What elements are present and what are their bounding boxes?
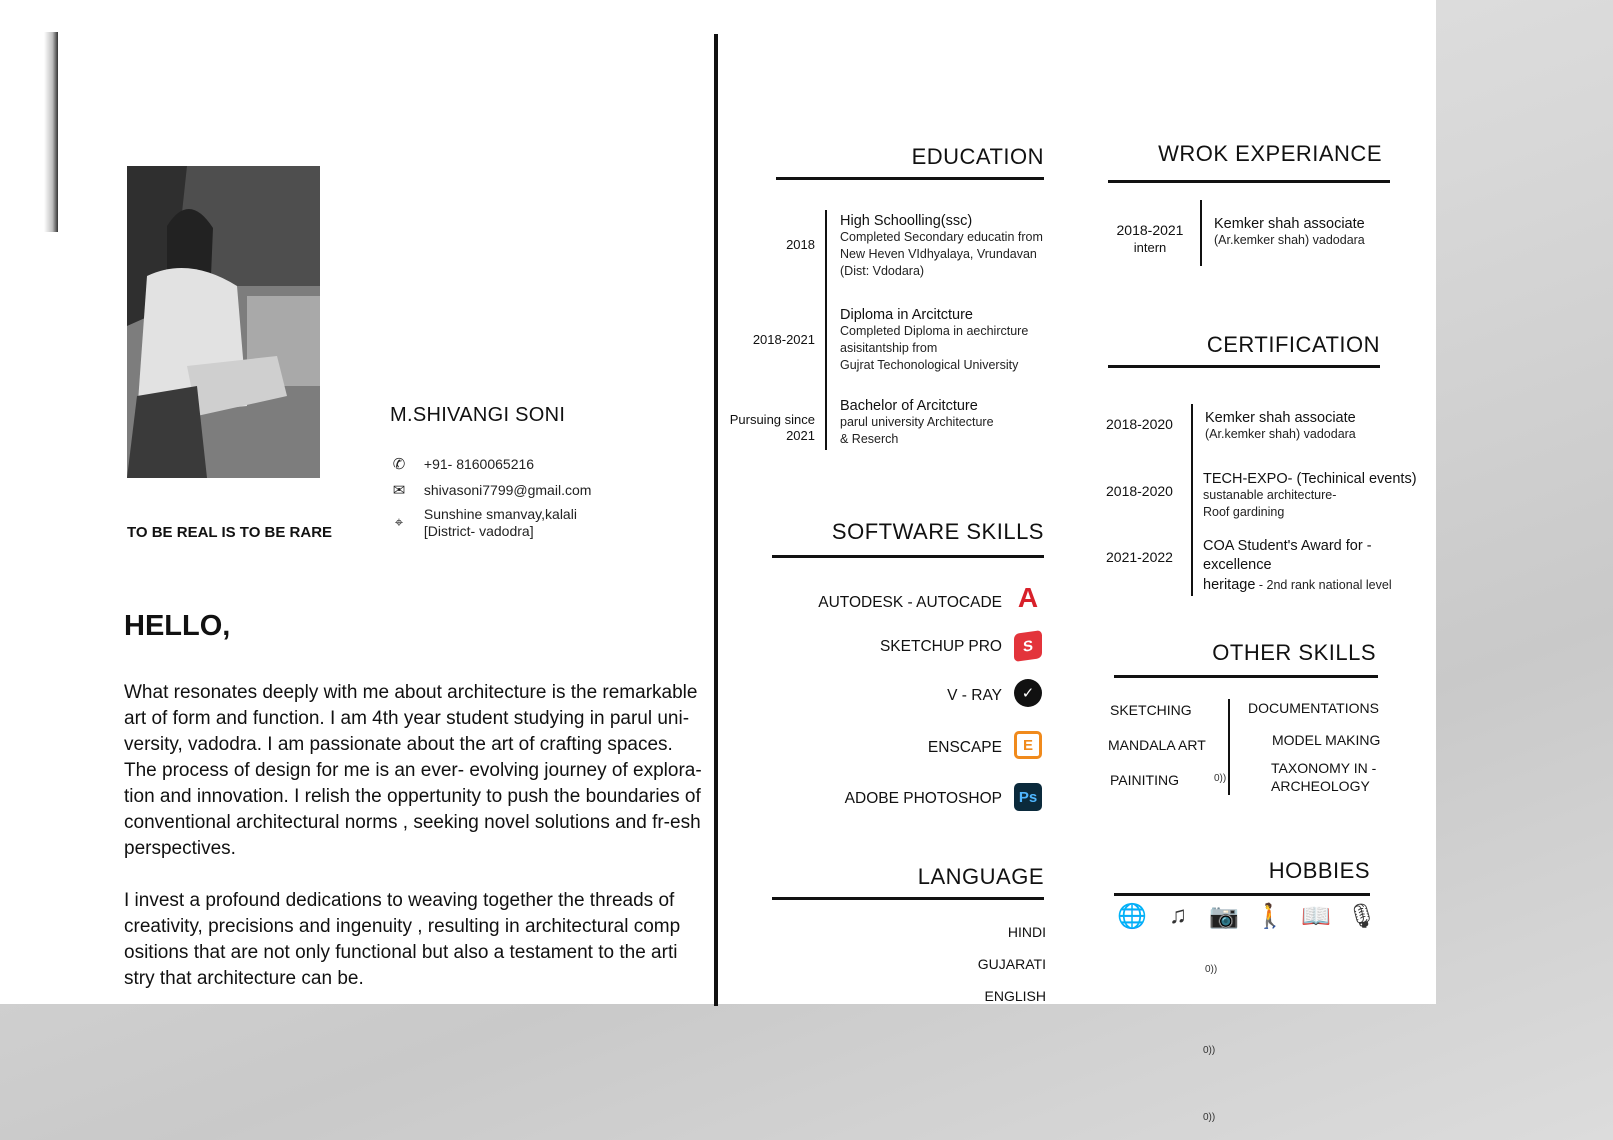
education-line: (Dist: Vdodara) bbox=[840, 264, 925, 278]
software-vray: V - RAY bbox=[947, 687, 1002, 704]
work-year-block bbox=[1108, 221, 1192, 257]
marker-text: 0)) bbox=[1203, 1045, 1216, 1056]
education-title: EDUCATION bbox=[911, 144, 1044, 169]
language-item: GUJARATI bbox=[977, 956, 1046, 972]
globe-icon: 🌐 bbox=[1117, 903, 1147, 930]
hobbies-title: HOBBIES bbox=[1268, 858, 1370, 883]
certification-line: - 2nd rank national level bbox=[1255, 578, 1392, 592]
education-line: parul university Architecture bbox=[840, 415, 994, 429]
other-skills-rule bbox=[1114, 675, 1378, 678]
education-entry-3 bbox=[840, 398, 1070, 448]
work-company: Kemker shah associate bbox=[1214, 216, 1365, 232]
other-skill-item: MANDALA ART bbox=[1108, 737, 1206, 753]
marker-text: 0)) bbox=[1205, 964, 1218, 975]
intro-heading: HELLO, bbox=[124, 610, 231, 642]
certification-entry-1 bbox=[1205, 410, 1415, 443]
software-enscape: ENSCAPE bbox=[927, 739, 1002, 756]
certification-title-3b: excellence bbox=[1203, 557, 1272, 573]
software-rule bbox=[772, 555, 1044, 558]
education-line: Completed Diploma in aechircture bbox=[840, 324, 1029, 338]
education-year-3b: 2021 bbox=[786, 428, 815, 443]
email-row bbox=[390, 481, 591, 499]
intro-paragraph-1: What resonates deeply with me about architecture is the remarkable art of form and function. I am 4th year student studying in parul uni-versity, vadodra. I am passionate about the art of crafting spaces. The process of design for me is an ever- evolving journey of explora-tion and innovation. I relish the oppertunity to push the boundaries of conventional architectural norms , seeking novel solutions and fr-esh perspectives. bbox=[124, 682, 702, 859]
language-item: HINDI bbox=[1007, 924, 1046, 940]
other-skill-item: PAINITING bbox=[1110, 772, 1179, 788]
autocad-icon: A bbox=[1014, 584, 1042, 612]
education-line: Gujrat Techonological University bbox=[840, 358, 1019, 372]
location-pin-icon: ⌖ bbox=[394, 514, 404, 531]
camera-icon: 📷 bbox=[1209, 903, 1239, 930]
phone-row bbox=[390, 455, 534, 473]
phone-number: +91- 8160065216 bbox=[423, 456, 535, 472]
page-edge-shadow bbox=[44, 32, 58, 232]
work-rule bbox=[1108, 180, 1390, 183]
vray-icon: ✓ bbox=[1014, 679, 1042, 707]
enscape-icon: E bbox=[1014, 731, 1042, 759]
other-skill-item: SKETCHING bbox=[1110, 702, 1192, 718]
mail-icon: ✉ bbox=[392, 482, 406, 499]
motto: TO BE REAL IS TO BE RARE bbox=[127, 524, 333, 541]
education-line: New Heven VIdhyalaya, Vrundavan bbox=[840, 247, 1037, 261]
profile-photo bbox=[127, 166, 320, 478]
certification-title-3c: heritage bbox=[1203, 577, 1256, 593]
marker-text: 0)) bbox=[1203, 1112, 1216, 1123]
education-year-3a: Pursuing since bbox=[729, 412, 815, 427]
education-entry-2 bbox=[840, 307, 1070, 374]
language-title: LANGUAGE bbox=[917, 864, 1044, 889]
address-row bbox=[390, 506, 577, 540]
certification-year-3: 2021-2022 bbox=[1106, 549, 1173, 565]
certification-year-1: 2018-2020 bbox=[1106, 416, 1173, 432]
education-rule bbox=[776, 177, 1044, 180]
education-timeline bbox=[825, 210, 827, 450]
education-entry-1 bbox=[840, 213, 1070, 280]
certification-title: CERTIFICATION bbox=[1206, 332, 1380, 357]
sketchup-icon: S bbox=[1014, 630, 1042, 662]
photoshop-icon: Ps bbox=[1014, 783, 1042, 811]
work-year: 2018-2021 bbox=[1116, 222, 1184, 238]
phone-icon: ✆ bbox=[392, 456, 406, 473]
language-rule bbox=[772, 897, 1044, 900]
language-list bbox=[900, 916, 1046, 1012]
other-skill-item-taxonomy bbox=[1271, 759, 1376, 795]
certification-line: (Ar.kemker shah) vadodara bbox=[1205, 427, 1356, 441]
candidate-name: M.SHIVANGI SONI bbox=[390, 404, 566, 426]
software-photoshop: ADOBE PHOTOSHOP bbox=[844, 790, 1002, 807]
education-year-3 bbox=[720, 412, 815, 444]
certification-year-2: 2018-2020 bbox=[1106, 483, 1173, 499]
certification-line: sustanable architecture- bbox=[1203, 488, 1337, 502]
hobby-icons bbox=[1116, 902, 1378, 931]
certification-title-2: TECH-EXPO- (Techinical events) bbox=[1203, 471, 1417, 487]
work-title: WROK EXPERIANCE bbox=[1158, 141, 1382, 166]
education-year-1: 2018 bbox=[786, 237, 815, 252]
center-divider bbox=[714, 34, 718, 1006]
other-skill-item: TAXONOMY IN - bbox=[1271, 760, 1377, 776]
software-title: SOFTWARE SKILLS bbox=[831, 519, 1044, 544]
address-line-1: Sunshine smanvay,kalali bbox=[423, 506, 577, 522]
other-skills-divider bbox=[1228, 699, 1230, 795]
other-skills-title: OTHER SKILLS bbox=[1212, 640, 1376, 665]
work-detail: (Ar.kemker shah) vadodara bbox=[1214, 233, 1365, 247]
certification-title-3: COA Student's Award for - bbox=[1203, 538, 1372, 554]
education-line: Completed Secondary educatin from bbox=[840, 230, 1043, 244]
work-timeline bbox=[1200, 200, 1202, 266]
education-line: & Reserch bbox=[840, 432, 899, 446]
marker-text: 0)) bbox=[1214, 773, 1227, 784]
certification-entry-3 bbox=[1203, 537, 1423, 595]
education-title-1: High Schoolling(ssc) bbox=[840, 213, 973, 229]
certification-line: Roof gardining bbox=[1203, 505, 1285, 519]
certification-entry-2 bbox=[1203, 471, 1423, 521]
education-title-3: Bachelor of Arcitcture bbox=[840, 398, 978, 414]
software-sketchup: SKETCHUP PRO bbox=[879, 638, 1002, 655]
microphone-icon: 🎙 bbox=[1346, 903, 1378, 930]
intro-paragraph-2: I invest a profound dedications to weaving together the threads of creativity, precisions and ingenuity , resulting in architectural comp ositions that are not only functional but also a testament to the arti stry that architecture can be. bbox=[124, 890, 681, 989]
reading-icon: 📖 bbox=[1301, 903, 1331, 930]
address-line-2: [District- vadodra] bbox=[423, 523, 534, 539]
language-item: ENGLISH bbox=[984, 988, 1046, 1004]
certification-rule bbox=[1108, 365, 1380, 368]
education-year-2: 2018-2021 bbox=[752, 332, 815, 347]
other-skill-item: DOCUMENTATIONS bbox=[1248, 700, 1379, 716]
email-address: shivasoni7799@gmail.com bbox=[423, 482, 592, 498]
education-line: asisitantship from bbox=[840, 341, 938, 355]
certification-timeline bbox=[1191, 404, 1193, 596]
certification-title-1: Kemker shah associate bbox=[1205, 410, 1356, 426]
hobbies-rule bbox=[1114, 893, 1370, 896]
walking-icon: 🚶 bbox=[1255, 903, 1285, 930]
education-title-2: Diploma in Arcitcture bbox=[840, 307, 973, 323]
other-skill-item: ARCHEOLOGY bbox=[1271, 778, 1370, 794]
work-role: intern bbox=[1133, 240, 1167, 255]
other-skill-item: MODEL MAKING bbox=[1272, 732, 1381, 748]
music-icon: ♫ bbox=[1169, 902, 1187, 929]
software-autocad: AUTODESK - AUTOCADE bbox=[818, 594, 1002, 611]
work-entry bbox=[1214, 216, 1414, 249]
